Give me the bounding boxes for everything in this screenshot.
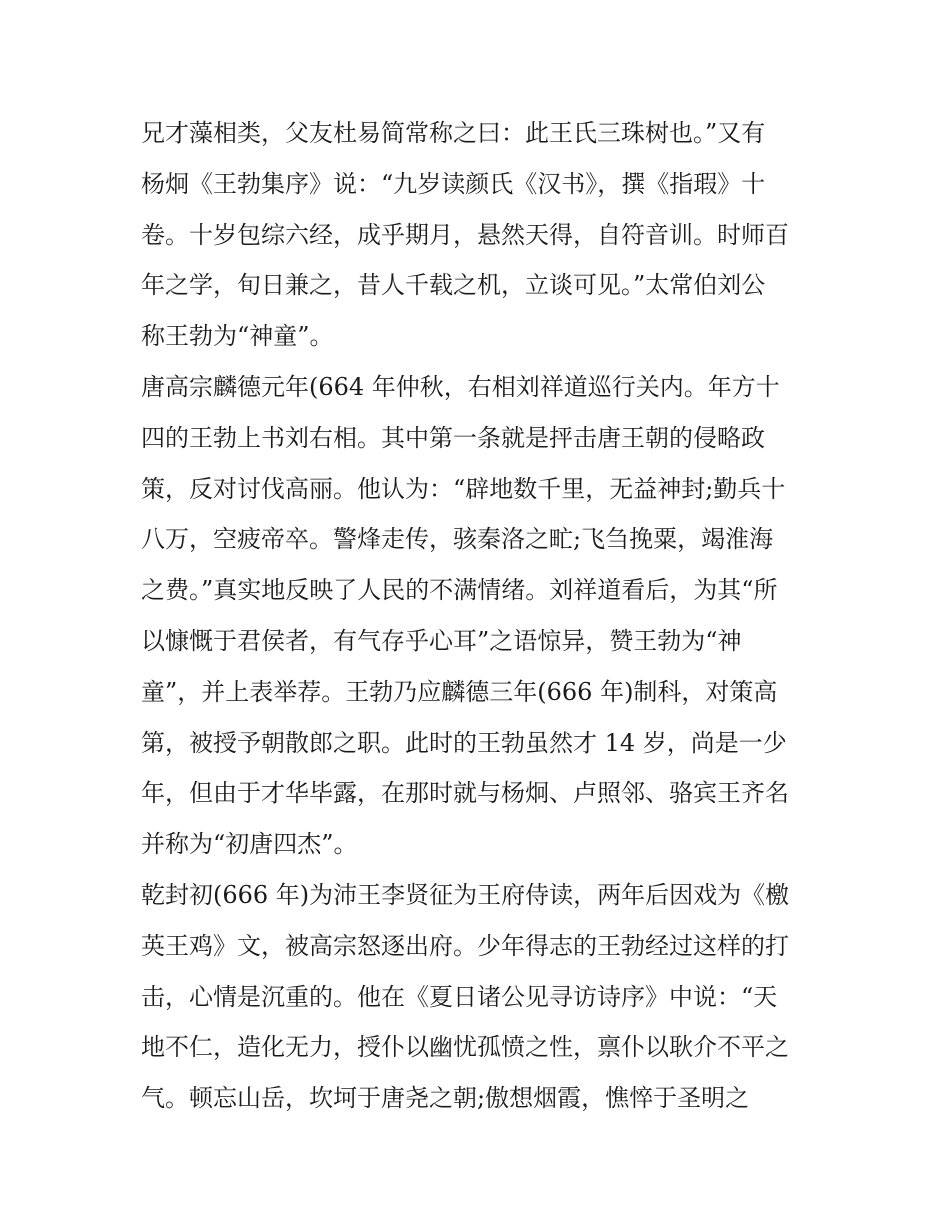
text-line: 童”，并上表举荐。王勃乃应麟德三年(666 年)制科，对策高	[141, 677, 778, 706]
text-line: 年，但由于才华毕露，在那时就与杨炯、卢照邻、骆宾王齐名	[141, 779, 789, 808]
text-line: 并称为“初唐四杰”。	[141, 830, 358, 859]
text-line: 英王鸡》文，被高宗怒逐出府。少年得志的王勃经过这样的打	[141, 931, 789, 960]
text-line: 年之学，旬日兼之，昔人千载之机，立谈可见。”太常伯刘公	[141, 271, 766, 300]
paragraph-3	[141, 870, 821, 1124]
text-line: 兄才藻相类，父友杜易简常称之曰：此王氏三珠树也。”又有	[141, 119, 766, 147]
text-line: 八万，空疲帝卒。警烽走传，骇秦洛之甿;飞刍挽粟，竭淮海	[141, 525, 774, 554]
text-line: 策，反对讨伐高丽。他认为：“辟地数千里，无益神封;勤兵十	[141, 474, 786, 503]
text-line: 杨炯《王勃集序》说：“九岁读颜氏《汉书》，撰《指瑕》十	[141, 169, 766, 198]
text-line: 乾封初(666 年)为沛王李贤征为王府侍读，两年后因戏为《檄	[141, 880, 790, 909]
text-line: 击，心情是沉重的。他在《夏日诸公见寻访诗序》中说：“天	[141, 982, 778, 1011]
paragraph-1	[141, 108, 821, 362]
text-line: 地不仁，造化无力，授仆以幽忧孤愤之性，禀仆以耿介不平之	[141, 1033, 789, 1062]
paragraph-2	[141, 362, 821, 870]
text-line: 四的王勃上书刘右相。其中第一条就是抨击唐王朝的侵略政	[141, 423, 765, 452]
text-line: 唐高宗麟德元年(664 年仲秋，右相刘祥道巡行关内。年方十	[141, 372, 780, 401]
text-line: 之费。”真实地反映了人民的不满情绪。刘祥道看后，为其“所	[141, 576, 778, 605]
text-line: 第，被授予朝散郎之职。此时的王勃虽然才 14 岁，尚是一少	[141, 728, 787, 757]
text-line: 卷。十岁包综六经，成乎期月，悬然天得，自符音训。时师百	[141, 220, 789, 249]
text-line: 以慷慨于君侯者，有气存乎心耳”之语惊异，赞王勃为“神	[141, 626, 742, 655]
text-line: 气。顿忘山岳，坎坷于唐尧之朝;傲想烟霞，憔悴于圣明之	[141, 1084, 750, 1113]
document-body	[141, 108, 821, 1124]
text-line: 称王勃为“神童”。	[141, 322, 334, 351]
